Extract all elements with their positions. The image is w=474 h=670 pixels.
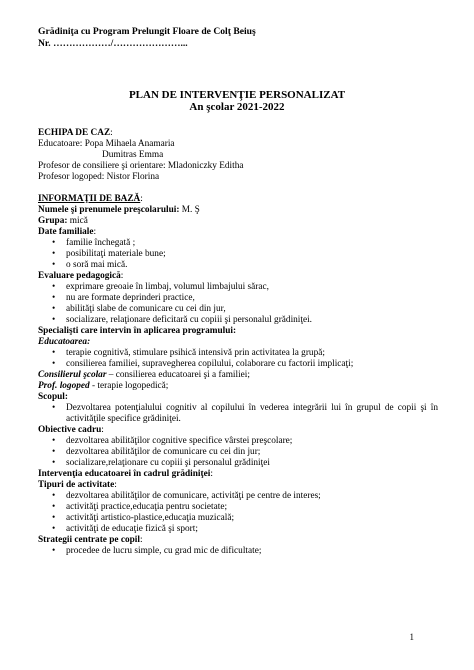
educatoare-line-2: Dumitras Emma — [102, 150, 164, 160]
bullet-icon: • — [52, 282, 56, 292]
list-item: • socializare,relaţionare cu copiii şi personalul grădiniţei — [52, 458, 270, 468]
list-item: • dezvoltarea abilităţilor cognitive specifice vârstei preşcolare; — [52, 436, 293, 446]
grupa-value: mică — [67, 216, 88, 226]
section-informatii — [38, 194, 438, 205]
section-echipa — [38, 128, 438, 139]
bullet-icon: • — [52, 458, 56, 468]
nume-label: Numele şi prenumele preşcolarului: — [38, 205, 180, 215]
educatoare-line: Educatoare: Popa Mihaela Anamaria — [38, 139, 175, 149]
list-item: • dezvoltarea abilităţilor de comunicare, activităţi pe centre de interes; — [52, 491, 321, 501]
specialisti-heading: Specialişti care intervin în aplicarea programului: — [38, 326, 237, 336]
bullet-icon: • — [52, 315, 56, 325]
profesor-consiliere: Profesor de consiliere şi orientare: Mladoniczky Editha — [38, 161, 244, 171]
institution-name: Grădiniţa cu Program Prelungit Floare de Colţ Beiuş — [38, 26, 256, 37]
bullet-icon: • — [52, 502, 56, 512]
logoped-text: - terapie logopedică; — [89, 381, 169, 391]
evaluare-heading: Evaluare pedagogică: — [38, 271, 124, 281]
list-item: • familie închegată ; — [52, 238, 136, 248]
logoped-label: Prof. logoped — [38, 381, 90, 391]
consilierul-label: Consilierul şcolar — [38, 370, 107, 380]
bullet-icon: • — [52, 238, 56, 248]
logoped-row — [38, 381, 438, 392]
informatii-heading: INFORMAŢII DE BAZĂ — [38, 194, 141, 204]
bullet-icon: • — [52, 293, 56, 303]
echipa-heading: ECHIPA DE CAZ — [38, 128, 111, 138]
school-year: An şcolar 2021-2022 — [189, 101, 285, 113]
informatii-colon: : — [140, 194, 143, 204]
scopul-item: • Dezvoltarea potenţialului cognitiv al copilului în vederea integrării lui în grupul de copii şi în activităţile specifice grădiniţei. — [52, 403, 438, 424]
bullet-icon: • — [52, 524, 56, 534]
tipuri-heading: Tipuri de activitate: — [38, 480, 117, 490]
bullet-icon: • — [52, 447, 56, 457]
list-item: • activităţi de educaţie fizică şi sport; — [52, 524, 198, 534]
list-item: • o soră mai mică. — [52, 260, 128, 270]
bullet-icon: • — [52, 359, 56, 369]
document-title: PLAN DE INTERVENŢIE PERSONALIZAT — [128, 89, 346, 101]
strategii-heading: Strategii centrate pe copil: — [38, 535, 143, 545]
nume-value: M. Ş — [179, 205, 200, 215]
bullet-icon: • — [52, 436, 56, 446]
scopul-heading: Scopul: — [38, 392, 68, 402]
grupa-row — [38, 216, 438, 227]
educatoarea-label: Educatoarea: — [38, 337, 91, 347]
list-item: • consilierea familiei, supravegherea copilului, colaborare cu factorii implicaţi; — [52, 359, 354, 369]
consilierul-row — [38, 370, 438, 381]
bullet-icon: • — [52, 348, 56, 358]
profesor-logoped: Profesor logoped: Nistor Florina — [38, 172, 160, 182]
list-item: • abilităţi slabe de comunicare cu cei din jur, — [52, 304, 226, 314]
bullet-icon: • — [52, 546, 56, 556]
bullet-icon: • — [52, 513, 56, 523]
interventia-heading: Intervenţia educatoarei în cadrul grădiniţei: — [38, 469, 213, 479]
document-header — [38, 26, 256, 50]
nume-row — [38, 205, 438, 216]
bullet-icon: • — [52, 249, 56, 259]
list-item: • procedee de lucru simple, cu grad mic de dificultate; — [52, 546, 262, 556]
list-item: • activităţi artistico-plastice,educaţia muzicală; — [52, 513, 235, 523]
list-item: • nu are formate deprinderi practice, — [52, 293, 195, 303]
list-item: • activităţi practice,educaţia pentru societate; — [52, 502, 228, 512]
echipa-colon: : — [110, 128, 113, 138]
document-body — [38, 128, 438, 557]
grupa-label: Grupa: — [38, 216, 68, 226]
page-number: 1 — [409, 632, 414, 642]
bullet-icon: • — [52, 403, 56, 413]
obiective-heading: Obiective cadru: — [38, 425, 104, 435]
bullet-icon: • — [52, 260, 56, 270]
list-item: • terapie cognitivă, stimulare psihică intensivă prin activitatea la grupă; — [52, 348, 325, 358]
date-familiale-heading: Date familiale: — [38, 227, 97, 237]
list-item: • posibilitaţi materiale bune; — [52, 249, 166, 259]
consilierul-text: – consilierea educatoarei şi a familiei; — [106, 370, 250, 380]
list-item: • dezvoltarea abilităţilor de comunicare cu cei din jur; — [52, 447, 261, 457]
bullet-icon: • — [52, 491, 56, 501]
list-item: • socializare, relaţionare deficitară cu copiii şi personalul grădiniţei. — [52, 315, 312, 325]
registration-number: Nr. ………………/…………………... — [38, 38, 188, 49]
list-item: • exprimare greoaie în limbaj, volumul limbajului sărac, — [52, 282, 269, 292]
bullet-icon: • — [52, 304, 56, 314]
